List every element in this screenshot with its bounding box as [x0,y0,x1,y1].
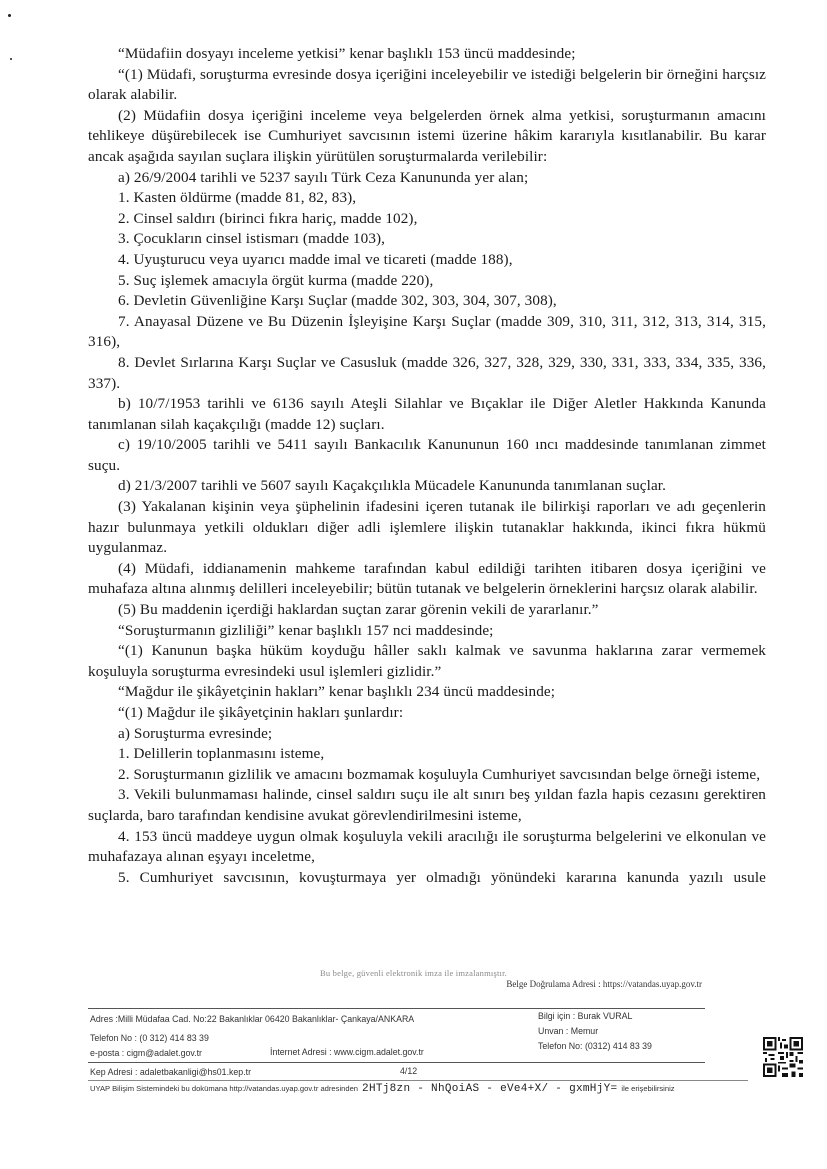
footer-address: Adres :Milli Müdafaa Cad. No:22 Bakanlıklar 06420 Bakanlıklar- Çankaya/ANKARA [90,1014,415,1024]
paragraph: 5. Suç işlemek amacıyla örgüt kurma (madde 220), [118,271,434,289]
paragraph: (5) Bu maddenin içerdiği haklardan suçtan zarar görenin vekili de yararlanır.” [118,601,599,619]
paragraph: “Soruşturmanın gizliliği” kenar başlıklı 157 nci maddesinde; [118,621,494,639]
uyap-access-text [90,1083,675,1095]
paragraph: d) 21/3/2007 tarihli ve 5607 sayılı Kaçakçılıkla Mücadele Kanununda tanımlanan suçlar. [118,477,667,495]
paragraph: 8. Devlet Sırlarına Karşı Suçlar ve Casusluk (madde 326, 327, 328, 329, 330, 331, 333, 334, 335, 336, 337). [88,353,766,392]
paragraph: (2) Müdafiin dosya içeriğini inceleme veya belgelerden örnek alma yetkisi, soruşturmanın amacını tehlikeye düşürebilecek ise Cumhuriyet savcısının istemi üzerine hâkim kararıyla kısıtlanabilir. Bu karar ancak aşağıda sayılan suçlara ilişkin yürütülen soruşturmalarda verilebilir: [88,106,766,165]
page-number: 4/12 [400,1066,418,1076]
paragraph: 3. Çocukların cinsel istismarı (madde 103), [118,230,386,248]
paragraph: “(1) Kanunun başka hüküm koyduğu hâller saklı kalmak ve savunma haklarına zarar vermemek koşuluyla soruşturma evresindeki usul işlemleri gizlidir.” [88,642,766,680]
paragraph: (4) Müdafi, iddianamenin mahkeme tarafından kabul edildiği tarihten itibaren dosya içeriğini ve muhafaza altına alınmış delilleri inceleyebilir; bütün tutanak ve belgelerin örneklerini harçsız olarak alabilir. [88,559,766,598]
paragraph: 2. Cinsel saldırı (birinci fıkra hariç, madde 102), [118,209,418,227]
uyap-code: 2HTj8zn - NhQoiAS - eVe4+X/ - gxmHjY= [362,1083,618,1095]
footer-contact-phone: Telefon No: (0312) 414 83 39 [538,1041,652,1051]
footer-mid-rule [88,1062,705,1063]
paragraph: a) 26/9/2004 tarihli ve 5237 sayılı Türk Ceza Kanununda yer alan; [118,168,529,186]
paragraph: 4. Uyuşturucu veya uyarıcı madde imal ve ticareti (madde 188), [118,250,513,268]
scan-mark-top [8,14,11,17]
uyap-suffix: ile erişebilirsiniz [621,1084,675,1093]
paragraph: (3) Yakalanan kişinin veya şüphelinin ifadesini içeren tutanak ile bilirkişi raporları ve adı geçenlerin hazır bulunmaya yetkili oldukları diğer adli işlemlere ilişkin tutanaklar hakkında, ikinci fıkra hükmü uygulanmaz. [88,498,766,557]
verification-address: Belge Doğrulama Adresi : https://vatandas.uyap.gov.tr [506,979,702,989]
footer-top-rule [88,1008,705,1009]
paragraph: 4. 153 üncü maddeye uygun olmak koşuluyla vekili aracılığı ile soruşturma belgelerini ve elkonulan ve muhafazaya alınan eşyayı inceletme, [88,827,766,866]
qr-code-icon [763,1037,803,1077]
paragraph: “(1) Müdafi, soruşturma evresinde dosya içeriğini inceleyebilir ve istediği belgelerin bir örneğini harçsız olarak alabilir. [88,65,766,104]
paragraph: a) Soruşturma evresinde; [118,724,273,742]
footer-contact: Bilgi için : Burak VURAL [538,1011,633,1021]
footer-phone: Telefon No : (0 312) 414 83 39 [90,1033,209,1043]
paragraph: 5. Cumhuriyet savcısının, kovuşturmaya yer olmadığı yönündeki kararına kanunda yazılı usule [118,868,766,886]
footer-kep: Kep Adresi : adaletbakanligi@hs01.kep.tr [90,1067,252,1077]
paragraph: 2. Soruşturmanın gizlilik ve amacını bozmamak koşuluyla Cumhuriyet savcısından belge örneği isteme, [118,765,761,783]
footer-email: e-posta : cigm@adalet.gov.tr [90,1048,202,1058]
uyap-prefix: UYAP Bilişim Sistemindeki bu dokümana http://vatandas.uyap.gov.tr adresinden [90,1084,359,1093]
footer-title: Unvan : Memur [538,1026,599,1036]
document-body [88,44,766,888]
footer-internet: İnternet Adresi : www.cigm.adalet.gov.tr [270,1047,424,1057]
paragraph: 1. Delillerin toplanmasını isteme, [118,745,325,763]
e-signature-note: Bu belge, güvenli elektronik imza ile imzalanmıştır. [320,968,507,978]
paragraph: 7. Anayasal Düzene ve Bu Düzenin İşleyişine Karşı Suçlar (madde 309, 310, 311, 312, 313, 314, 315, 316), [88,312,766,351]
paragraph: “Müdafiin dosyayı inceleme yetkisi” kenar başlıklı 153 üncü maddesinde; [118,45,576,62]
paragraph: 1. Kasten öldürme (madde 81, 82, 83), [118,189,357,207]
paragraph: c) 19/10/2005 tarihli ve 5411 sayılı Bankacılık Kanununun 160 ıncı maddesinde tanımlanan zimmet suçu. [88,436,766,474]
paragraph: “Mağdur ile şikâyetçinin hakları” kenar başlıklı 234 üncü maddesinde; [118,683,556,701]
footer-bottom-rule [88,1080,748,1081]
paragraph: b) 10/7/1953 tarihli ve 6136 sayılı Ateşli Silahlar ve Bıçaklar ile Diğer Aletler Hakkında Kanunda tanımlanan silah kaçakçılığı (madde 12) suçları. [88,395,766,433]
paragraph: 6. Devletin Güvenliğine Karşı Suçlar (madde 302, 303, 304, 307, 308), [118,292,557,310]
paragraph: 3. Vekili bulunmaması halinde, cinsel saldırı suçu ile alt sınırı beş yıldan fazla hapis cezasını gerektiren suçlarda, baro tarafından kendisine avukat görevlendirilmesini isteme, [88,786,766,824]
scan-mark-left [10,58,12,60]
paragraph: “(1) Mağdur ile şikâyetçinin hakları şunlardır: [118,704,404,721]
